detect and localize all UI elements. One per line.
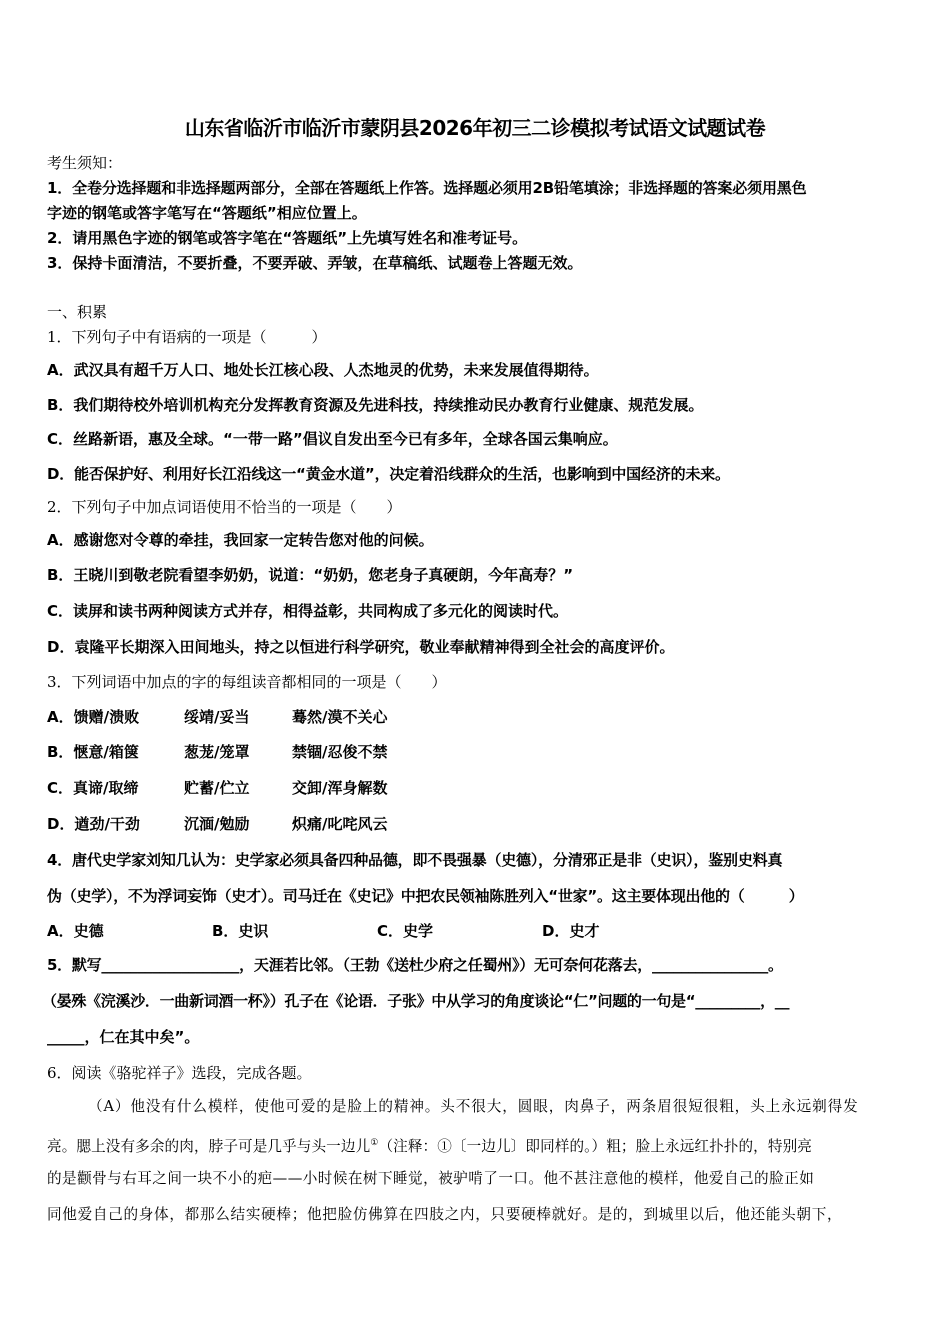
question-4-stem: 4．唐代史学家刘知几认为：史学家必须具备四种品德，即不畏强暴（史德），分清邪正是非（史识），鉴别史料真 bbox=[47, 851, 783, 869]
question-3-option-a-word-3: 蓦然/漠不关心 bbox=[292, 708, 388, 726]
question-3-option-b-word-1: B．惬意/箱箧 bbox=[47, 743, 139, 761]
passage-line-2-a: 亮。腮上没有多余的肉，脖子可是几乎与头一边儿 bbox=[47, 1137, 371, 1155]
question-4-option-d: D．史才 bbox=[542, 922, 600, 940]
question-4-option-a: A．史德 bbox=[47, 922, 104, 940]
question-3-option-c-word-1: C．真谛/取缔 bbox=[47, 779, 139, 797]
notice-item-2: 2．请用黑色字迹的钢笔或答字笔在“答题纸”上先填写姓名和准考证号。 bbox=[47, 229, 528, 247]
footnote-marker: ① bbox=[370, 1138, 379, 1148]
passage-line-3: 的是颧骨与右耳之间一块不小的疤——小时候在树下睡觉，被驴啃了一口。他不甚注意他的模样，他爱自己的脸正如 bbox=[47, 1170, 815, 1187]
passage-line-2 bbox=[47, 1133, 905, 1157]
question-4-stem-cont: 伪（史学），不为浮词妄饰（史才）。司马迁在《史记》中把农民领袖陈胜列入“世家”。这主要体现出他的（ ） bbox=[47, 887, 804, 905]
passage-line-4: 同他爱自己的身体，都那么结实硬棒；他把脸仿佛算在四肢之内，只要硬棒就好。是的，到城里以后，他还能头朝下， bbox=[47, 1206, 843, 1223]
question-2-stem: 2．下列句子中加点词语使用不恰当的一项是（ ） bbox=[47, 498, 402, 516]
question-3-stem: 3．下列词语中加点的字的每组读音都相同的一项是（ ） bbox=[47, 673, 447, 691]
question-6-stem: 6．阅读《骆驼祥子》选段，完成各题。 bbox=[47, 1064, 312, 1082]
question-3-option-b-word-3: 禁锢/忍俊不禁 bbox=[292, 743, 388, 761]
question-3-option-d-word-1: D．遒劲/干劲 bbox=[47, 815, 140, 833]
passage-line-1: （A）他没有什么模样，使他可爱的是脸上的精神。头不很大，圆眼，肉鼻子，两条眉很短很粗，头上永远剃得发 bbox=[88, 1098, 859, 1115]
notice-heading: 考生须知： bbox=[47, 154, 123, 172]
question-3-option-b-word-2: 葱茏/笼罩 bbox=[184, 743, 250, 761]
section-heading: 一、积累 bbox=[47, 303, 108, 321]
notice-item-1-cont: 字迹的钢笔或答字笔写在“答题纸”相应位置上。 bbox=[47, 204, 367, 222]
question-5-line-3: _____，仁在其中矣”。 bbox=[47, 1028, 200, 1046]
question-1-option-b: B．我们期待校外培训机构充分发挥教育资源及先进科技，持续推动民办教育行业健康、规范发展。 bbox=[47, 396, 704, 414]
question-4-option-b: B．史识 bbox=[212, 922, 269, 940]
question-2-option-b: B．王晓川到敬老院看望李奶奶，说道：“奶奶，您老身子真硬朗，今年高寿？” bbox=[47, 566, 574, 584]
question-3-option-c-word-2: 贮蓄/伫立 bbox=[184, 779, 250, 797]
question-3-option-a-word-2: 绥靖/妥当 bbox=[184, 708, 250, 726]
question-2-option-a: A．感谢您对令尊的牵挂，我回家一定转告您对他的问候。 bbox=[47, 531, 434, 549]
page-title: 山东省临沂市临沂市蒙阴县2026年初三二诊模拟考试语文试题试卷 bbox=[184, 116, 766, 140]
question-2-option-d: D．袁隆平长期深入田间地头，持之以恒进行科学研究，敬业奉献精神得到全社会的高度评价。 bbox=[47, 638, 675, 656]
question-4-option-c: C．史学 bbox=[377, 922, 434, 940]
question-1-option-a: A．武汉具有超千万人口、地处长江核心段、人杰地灵的优势，未来发展值得期待。 bbox=[47, 361, 599, 379]
passage-line-2-b: （注释：①〔一边儿〕即同样的。）粗；脸上永远红扑扑的，特别亮 bbox=[378, 1137, 812, 1155]
question-3-option-d-word-2: 沉湎/勉励 bbox=[184, 815, 250, 833]
notice-item-1: 1．全卷分选择题和非选择题两部分，全部在答题纸上作答。选择题必须用2B铅笔填涂；非选择题的答案必须用黑色 bbox=[47, 179, 807, 197]
question-3-option-a-word-1: A．馈赠/溃败 bbox=[47, 708, 140, 726]
question-3-option-c-word-3: 交卸/浑身解数 bbox=[292, 779, 388, 797]
question-5-line-2: （晏殊《浣溪沙．一曲新词酒一杯》）孔子在《论语．子张》中从学习的角度谈论“仁”问题的一句是“_________，__ bbox=[42, 992, 790, 1010]
question-5-line-1: 5．默写___________________，天涯若比邻。（王勃《送杜少府之任蜀州》）无可奈何花落去，________________。 bbox=[47, 956, 783, 974]
question-1-option-d: D．能否保护好、利用好长江沿线这一“黄金水道”，决定着沿线群众的生活，也影响到中国经济的未来。 bbox=[47, 465, 730, 483]
question-1-stem: 1．下列句子中有语病的一项是（ ） bbox=[47, 328, 327, 346]
notice-item-3: 3．保持卡面清洁，不要折叠，不要弄破、弄皱，在草稿纸、试题卷上答题无效。 bbox=[47, 254, 583, 272]
question-3-option-d-word-3: 炽痛/叱咤风云 bbox=[292, 815, 388, 833]
question-2-option-c: C．读屏和读书两种阅读方式并存，相得益彰，共同构成了多元化的阅读时代。 bbox=[47, 602, 569, 620]
question-1-option-c: C．丝路新语，惠及全球。“一带一路”倡议自发出至今已有多年，全球各国云集响应。 bbox=[47, 430, 618, 448]
